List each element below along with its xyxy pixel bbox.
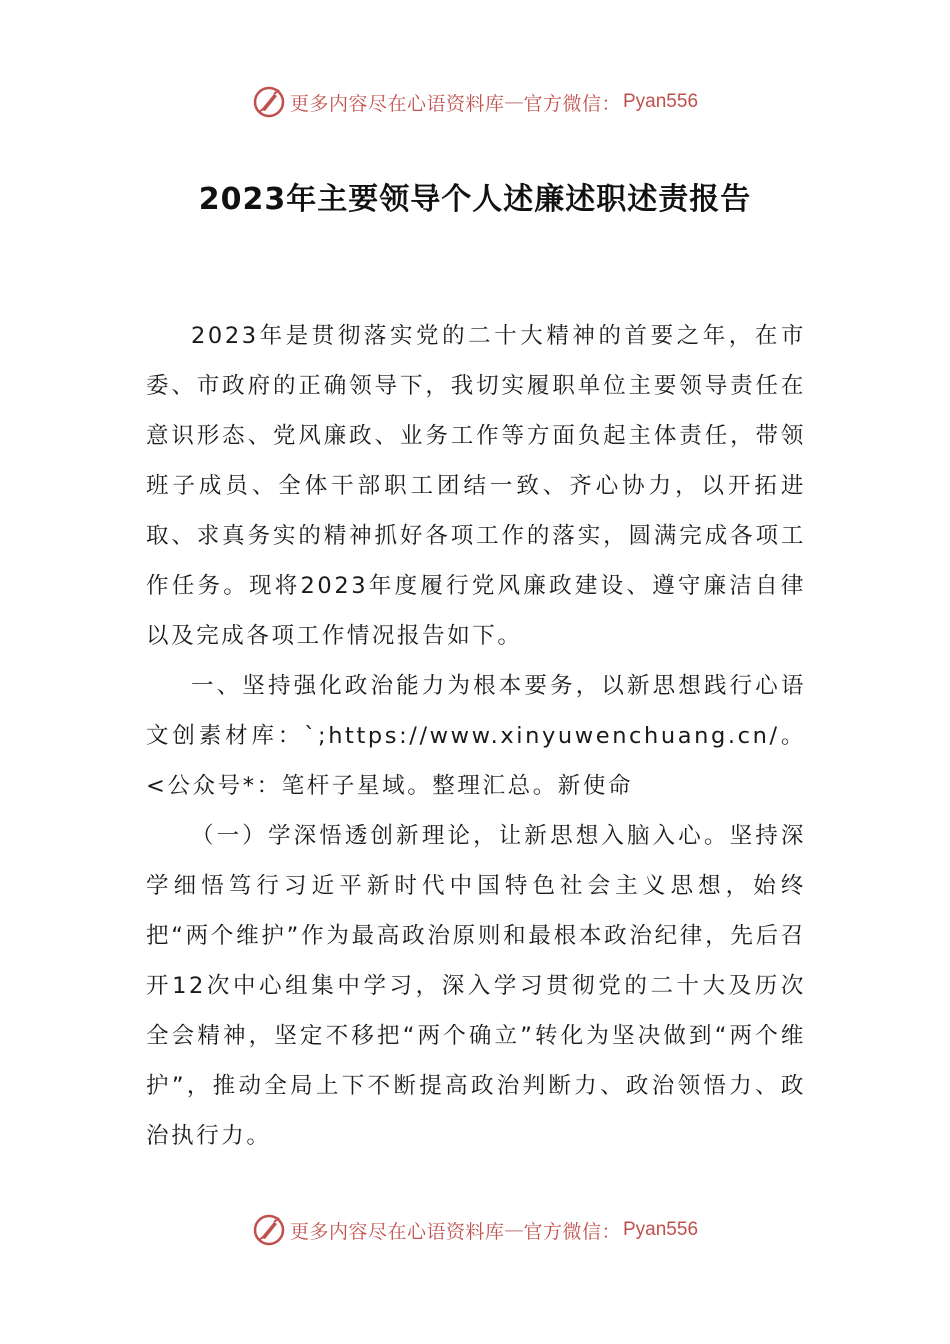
document-title: 2023年主要领导个人述廉述职述责报告 [198,182,752,217]
quill-pen-logo-icon [252,85,286,119]
watermark-banner-bottom [0,1210,950,1250]
watermark-official-label: 官方微信： [523,92,621,115]
paragraph: 一、坚持强化政治能力为根本要务，以新思想践行心语文创素材库：`;https://www.xinyuwenchuang.cn/。<公众号*：笔杆子星域。整理汇总。新使命 [146,673,806,799]
document-body [146,311,806,1161]
watermark-text: 更多内容尽在心语资料库 [289,92,505,115]
quill-pen-logo-icon [252,1213,286,1247]
watermark-banner-top [0,82,950,122]
watermark-wechat-id: Pyan556 [623,91,699,112]
watermark-dash: — [504,1219,524,1241]
paragraph: 2023年是贯彻落实党的二十大精神的首要之年，在市委、市政府的正确领导下，我切实履职单位主要领导责任在意识形态、党风廉政、业务工作等方面负起主体责任，带领班子成员、全体干部职工团结一致、齐心协力，以开拓进取、求真务实的精神抓好各项工作的落实，圆满完成各项工作任务。现将2023年度履行党风廉政建设、遵守廉洁自律以及完成各项工作情况报告如下。 [146,323,806,649]
watermark-dash: — [504,91,524,113]
paragraph: （一）学深悟透创新理论，让新思想入脑入心。坚持深学细悟笃行习近平新时代中国特色社会主义思想，始终把“两个维护”作为最高政治原则和最根本政治纪律，先后召开12次中心组集中学习，深入学习贯彻党的二十大及历次全会精神，坚定不移把“两个确立”转化为坚决做到“两个维护”，推动全局上下不断提高政治判断力、政治领悟力、政治执行力。 [146,823,806,1149]
watermark-text: 更多内容尽在心语资料库 [289,1220,505,1243]
watermark-wechat-id: Pyan556 [623,1219,699,1240]
watermark-official-label: 官方微信： [523,1220,621,1243]
